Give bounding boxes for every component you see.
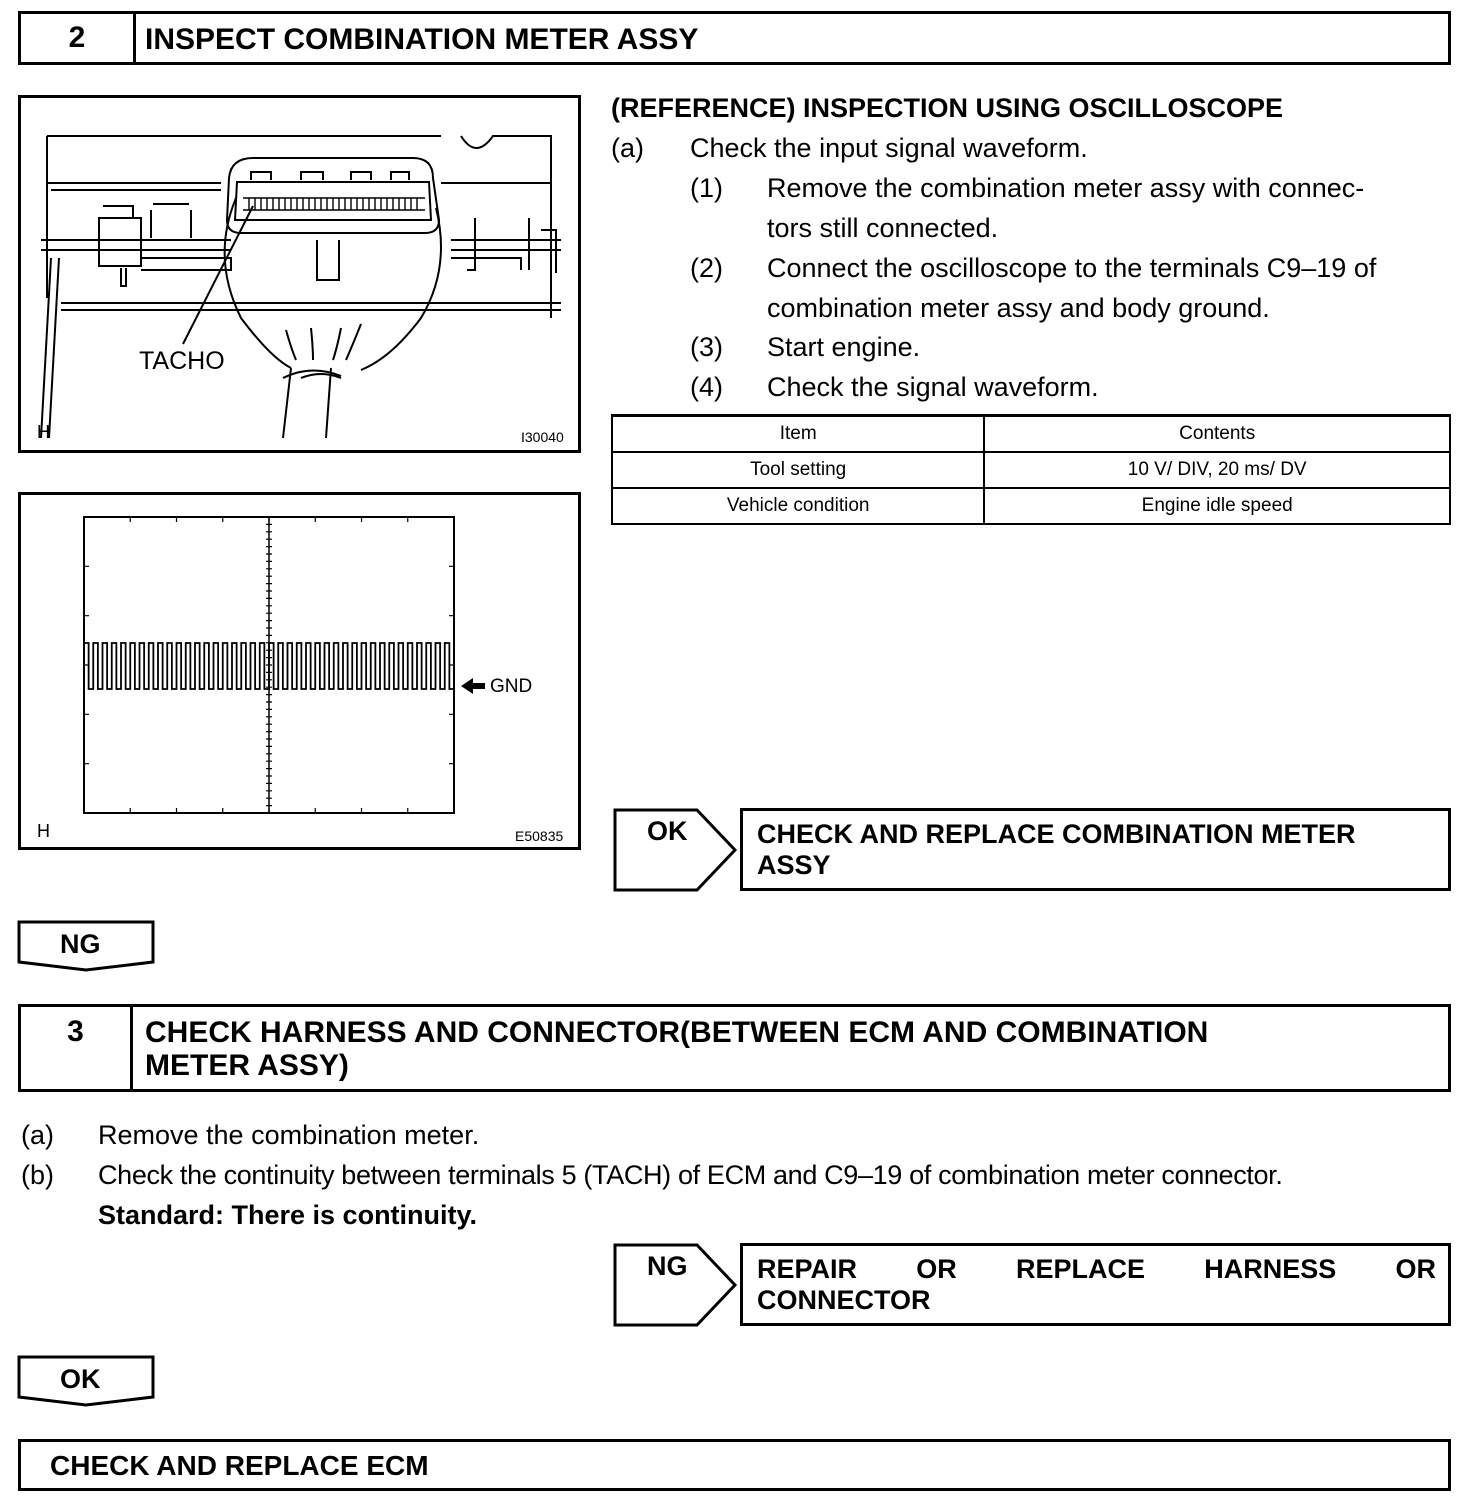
step2-title: INSPECT COMBINATION METER ASSY <box>145 23 699 56</box>
final-text: CHECK AND REPLACE ECM <box>50 1450 429 1481</box>
table-cell: Tool setting <box>612 452 984 488</box>
step2-number: 2 <box>21 14 136 62</box>
signal-waveform <box>84 643 454 689</box>
step3-title-line1: CHECK HARNESS AND CONNECTOR(BETWEEN ECM AND COMBINATION <box>145 1016 1209 1049</box>
item4-line1: Check the signal waveform. <box>767 372 1099 402</box>
item4-marker: (4) <box>690 372 723 402</box>
table-header-contents: Contents <box>984 416 1450 453</box>
step3-a-marker: (a) <box>21 1120 54 1150</box>
table-header-item: Item <box>612 416 984 453</box>
table-cell: Engine idle speed <box>984 488 1450 524</box>
item1-marker: (1) <box>690 173 723 203</box>
figure1-corner-label: H <box>37 422 50 442</box>
table-cell: Vehicle condition <box>612 488 984 524</box>
waveform-figure <box>18 492 581 850</box>
step3-a-text: Remove the combination meter. <box>98 1120 480 1150</box>
ng-result-box <box>740 1243 1451 1326</box>
connector-illustration <box>21 98 578 450</box>
item1-line2: tors still connected. <box>767 213 999 243</box>
ng-label-step3: NG <box>647 1251 688 1281</box>
item1-line1: Remove the combination meter assy with connec- <box>767 173 1365 203</box>
spec-table <box>611 414 1451 525</box>
ok-label: OK <box>647 816 688 846</box>
figure1-code: I30040 <box>521 429 564 445</box>
reference-heading: (REFERENCE) INSPECTION USING OSCILLOSCOPE <box>611 93 1284 123</box>
table-row <box>612 452 1450 488</box>
ng-result-word: OR <box>1395 1254 1436 1284</box>
ng-result-line1 <box>757 1254 1436 1285</box>
ng-result-word: REPLACE <box>1015 1254 1145 1284</box>
gnd-label: GND <box>490 676 533 697</box>
ng-result-word: OR <box>916 1254 957 1284</box>
ng-label-step2: NG <box>60 929 101 959</box>
step3-number: 3 <box>21 1007 133 1089</box>
tacho-label: TACHO <box>139 347 225 375</box>
standard-text: Standard: There is continuity. <box>98 1200 478 1230</box>
connector-figure <box>18 95 581 453</box>
ok-result-line2: ASSY <box>757 850 831 880</box>
item2-line1: Connect the oscilloscope to the terminals C9–19 of <box>767 253 1377 283</box>
ng-result-line2: CONNECTOR <box>757 1285 931 1315</box>
oscilloscope-screen <box>21 495 578 847</box>
item3-line1: Start engine. <box>767 332 921 362</box>
ok-label-step3: OK <box>60 1364 101 1394</box>
ok-result-line1: CHECK AND REPLACE COMBINATION METER <box>757 819 1356 849</box>
step3-title-line2: METER ASSY) <box>145 1049 349 1082</box>
ng-result-word: REPAIR <box>757 1254 858 1284</box>
table-row <box>612 488 1450 524</box>
step3-header <box>18 1004 1451 1092</box>
step2-a-marker: (a) <box>611 133 644 163</box>
ng-result-word: HARNESS <box>1204 1254 1337 1284</box>
item3-marker: (3) <box>690 332 723 362</box>
table-cell: 10 V/ DIV, 20 ms/ DV <box>984 452 1450 488</box>
step3-b-marker: (b) <box>21 1160 54 1190</box>
item2-line2: combination meter assy and body ground. <box>767 293 1270 323</box>
step3-b-text: Check the continuity between terminals 5 (TACH) of ECM and C9–19 of combination meter connector. <box>98 1160 1283 1190</box>
ok-result-box <box>740 808 1451 891</box>
figure2-code: E50835 <box>515 828 564 844</box>
step2-header <box>18 11 1451 65</box>
table-header-row <box>612 416 1450 453</box>
final-box <box>18 1439 1451 1491</box>
item2-marker: (2) <box>690 253 723 283</box>
figure2-corner-label: H <box>37 821 50 841</box>
step2-a-text: Check the input signal waveform. <box>690 133 1088 163</box>
